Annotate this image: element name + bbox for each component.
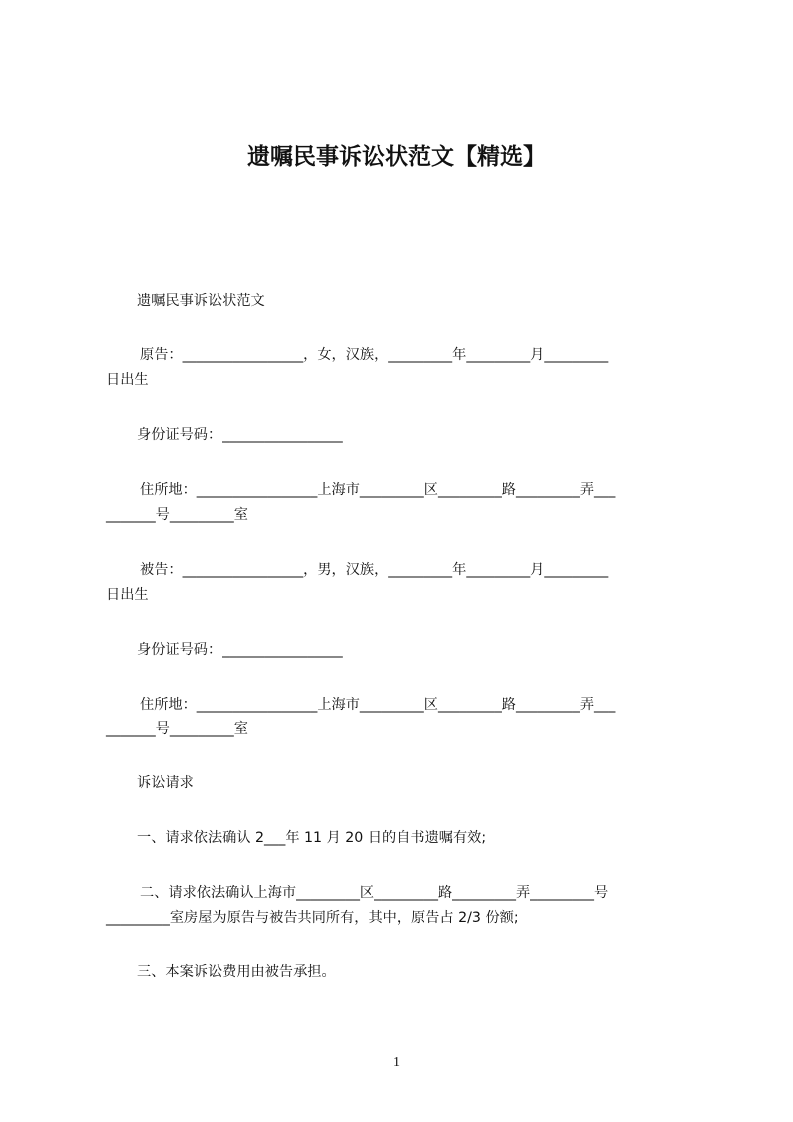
claim-item-2: 二、请求依法确认上海市_________区_________路_________弄_________号 (140, 885, 609, 901)
plaintiff-address-line: 住所地：_________________上海市_________区_________路_________弄___ (140, 482, 616, 498)
claim-item-3: 三、本案诉讼费用由被告承担。 (137, 964, 336, 980)
claim-item-2-continued: _________室房屋为原告与被告共同所有，其中，原告占 2/3 份额; (106, 910, 519, 926)
plaintiff-birth-line: 日出生 (106, 372, 149, 388)
section-heading: 遗嘱民事诉讼状范文 (137, 293, 265, 309)
defendant-name-line: 被告：_________________，男，汉族，_________年_________月_________ (140, 562, 609, 578)
defendant-birth-line: 日出生 (106, 587, 149, 603)
claims-heading: 诉讼请求 (137, 775, 194, 791)
document-title: 遗嘱民事诉讼状范文【精选】 (247, 143, 546, 170)
claim-item-1: 一、请求依法确认 2___年 11 月 20 日的自书遗嘱有效; (137, 830, 487, 846)
plaintiff-id-line: 身份证号码：_________________ (137, 427, 343, 443)
defendant-address-line: 住所地：_________________上海市_________区_________路_________弄___ (140, 697, 616, 713)
plaintiff-address-line-2: _______号_________室 (106, 507, 248, 523)
plaintiff-name-line: 原告：_________________，女，汉族，_________年_________月_________ (140, 347, 609, 363)
defendant-id-line: 身份证号码：_________________ (137, 642, 343, 658)
page-number: 1 (393, 1055, 400, 1070)
defendant-address-line-2: _______号_________室 (106, 721, 248, 737)
